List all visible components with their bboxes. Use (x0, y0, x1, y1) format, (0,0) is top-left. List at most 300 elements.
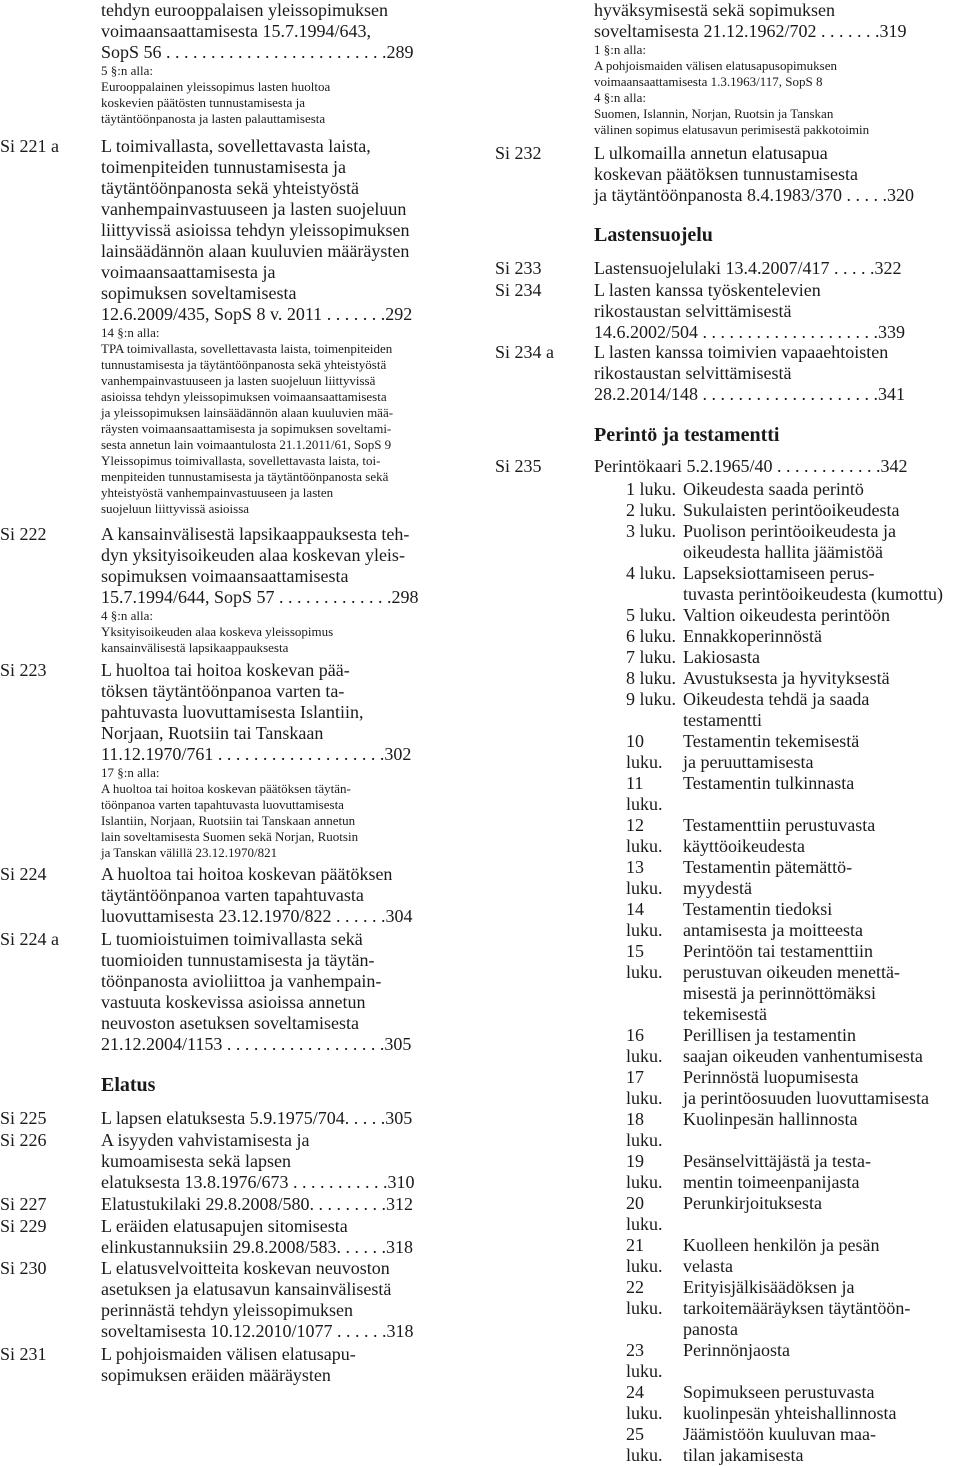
leader-dots: . . . . . (841, 185, 887, 205)
chapter-title-line: Kuolleen henkilön ja pesän (683, 1235, 880, 1255)
chapter-number: 8 luku. (626, 668, 677, 688)
entry-note-line: Islantiin, Norjaan, Ruotsiin tai Tanskaan annetun (101, 813, 356, 828)
entry-body (101, 1194, 476, 1215)
chapter-item (626, 500, 960, 521)
entry-note-line: ja yleissopimuksen lainsäädännön alaan kuuluvien mää- (101, 405, 394, 420)
chapter-item (626, 521, 960, 563)
entry-note-line: sesta annetun lain voimaantulosta 21.1.2011/61, SopS 9 (101, 437, 392, 452)
entry-body (101, 1344, 476, 1386)
page-number: 302 (384, 744, 412, 764)
leader-dots: . . . . . . . . . . . . (772, 456, 881, 476)
chapter-item (626, 1025, 960, 1067)
page-number: 341 (878, 384, 906, 404)
entry-final-line (101, 1108, 476, 1129)
entry-title-line: hyväksymisestä sekä sopimuksen (594, 0, 835, 20)
entry-final-text: 21.12.2004/1153 (101, 1034, 223, 1054)
chapter-title-line: myydestä (683, 878, 752, 898)
chapter-item (626, 1235, 960, 1277)
chapter-title (683, 500, 960, 521)
entry-final-line (101, 304, 476, 325)
entry-note-line: lain soveltamisesta Suomen sekä Norjan, Ruotsin (101, 829, 359, 844)
page-number: 322 (874, 258, 902, 278)
chapter-item (626, 857, 960, 899)
chapter-title-line: tekemisestä (683, 1004, 767, 1024)
entry-title-line: L huoltoa tai hoitoa koskevan pää- (101, 660, 350, 680)
chapter-title (683, 1151, 960, 1193)
chapter-title-line: Testamentin pätemättö- (683, 857, 853, 877)
chapter-number: 1 luku. (626, 479, 677, 499)
index-entry (0, 1216, 476, 1258)
leader-dots: . . . . . . . . . . . (288, 1172, 388, 1192)
chapter-item (626, 1067, 960, 1109)
chapter-title-line: Testamentin tiedoksi (683, 899, 833, 919)
chapter-number: 22 luku. (626, 1277, 663, 1318)
chapter-item (626, 1193, 960, 1235)
entry-body (101, 524, 476, 656)
index-entry (495, 456, 960, 477)
entry-title-line: kumoamisesta sekä lapsen (101, 1151, 291, 1171)
entry-body (101, 1130, 476, 1193)
entry-code (0, 0, 101, 127)
chapter-title (683, 1235, 960, 1277)
entry-title-line: voimaansaattamisesta ja (101, 262, 276, 282)
index-entry (0, 0, 476, 127)
entry-final-line (101, 1237, 476, 1258)
entry-note-line: A pohjoismaiden välisen elatusapusopimuksen (594, 58, 837, 73)
entry-final-text: 15.7.1994/644, SopS 57 (101, 587, 275, 607)
chapter-number: 12 luku. (626, 815, 663, 856)
entry-code: Si 231 (0, 1344, 47, 1364)
chapter-item (626, 899, 960, 941)
chapter-item (626, 1151, 960, 1193)
entry-final-text: Perintökaari 5.2.1965/40 (594, 456, 773, 476)
chapter-item (626, 941, 960, 1025)
chapter-title-line: Lakiosasta (683, 647, 760, 667)
entry-code (495, 0, 594, 138)
chapter-title (683, 563, 960, 605)
chapter-number: 14 luku. (626, 899, 663, 940)
entry-title-line: L ulkomailla annetun elatusapua (594, 143, 828, 163)
entry-note-line: 5 §:n alla: (101, 63, 153, 78)
entry-title-line: täytäntöönpanoa varten tapahtuvasta (101, 885, 364, 905)
page-number: 320 (886, 185, 914, 205)
leader-dots: . . . . . (344, 1108, 386, 1128)
entry-body (594, 0, 960, 138)
entry-code: Si 230 (0, 1258, 47, 1278)
page-number: 292 (385, 304, 413, 324)
entry-title-line: liittyvissä asioissa tehdyn yleissopimuksen (101, 220, 410, 240)
chapter-title (683, 1067, 960, 1109)
entry-code: Si 233 (495, 258, 542, 278)
chapter-number: 7 luku. (626, 647, 677, 667)
entry-final-text: SopS 56 (101, 42, 162, 62)
chapter-title (683, 605, 960, 626)
chapter-title-line: Oikeudesta tehdä ja saada (683, 689, 870, 709)
leader-dots: . . . . . (829, 258, 875, 278)
entry-title-line: L toimivallasta, sovellettavasta laista, (101, 136, 371, 156)
entry-title-line: töönpanosta avioliittoa ja vanhempain- (101, 971, 382, 991)
chapter-item (626, 1424, 960, 1466)
chapter-title-line: käyttöoikeudesta (683, 836, 805, 856)
chapter-item (626, 626, 960, 647)
leader-dots: . . . . . . . . . . . . . (274, 587, 392, 607)
entry-note-line: välinen sopimus elatusavun perimisestä pakkotoimin (594, 122, 870, 137)
entry-body (594, 258, 960, 279)
chapter-title-line: Testamenttiin perustuvasta (683, 815, 876, 835)
entry-final-line (101, 1194, 476, 1215)
entry-note-line: vanhempainvastuuseen ja lasten suojeluun liittyvissä (101, 373, 376, 388)
entry-title-line: täytäntöönpanosta sekä yhteistyöstä (101, 178, 359, 198)
entry-final-text: 14.6.2002/504 (594, 322, 699, 342)
index-entry (0, 864, 476, 927)
entry-note-line: Eurooppalainen yleissopimus lasten huoltoa (101, 79, 331, 94)
chapter-number: 2 luku. (626, 500, 677, 520)
entry-body (101, 0, 476, 127)
index-entry (0, 1130, 476, 1193)
entry-note-line: asioissa tehdyn yleissopimuksen voimaansaattamisesta (101, 389, 387, 404)
entry-title-line: asetuksen ja elatusavun kansainvälisestä (101, 1279, 392, 1299)
entry-final-text: 12.6.2009/435, SopS 8 v. 2011 (101, 304, 323, 324)
entry-body (594, 342, 960, 405)
leader-dots: . . . . . . . . . . . . . . . . . . . . (698, 322, 879, 342)
entry-final-line (101, 1034, 476, 1055)
entry-note-line: Suomen, Islannin, Norjan, Ruotsin ja Tanskan (594, 106, 834, 121)
index-entry (495, 0, 960, 138)
chapter-title (683, 899, 960, 941)
chapter-number: 9 luku. (626, 689, 677, 709)
index-entry (0, 136, 476, 517)
leader-dots: . . . . . . . . . . . . . . . . . . . . (698, 384, 879, 404)
chapter-title-line: Perillisen ja testamentin (683, 1025, 856, 1045)
entry-title-line: tehdyn eurooppalaisen yleissopimuksen (101, 0, 388, 20)
chapter-title (683, 1277, 960, 1340)
entry-note-line: 4 §:n alla: (594, 90, 646, 105)
entry-final-line (594, 456, 960, 477)
chapter-title (683, 668, 960, 689)
chapter-title-line: misestä ja perinnöttömäksi (683, 983, 876, 1003)
chapter-title-line: ja peruuttamisesta (683, 752, 814, 772)
entry-title-line: L elatusvelvoitteita koskevan neuvoston (101, 1258, 390, 1278)
chapter-title-line: Jäämistöön kuuluvan maa- (683, 1424, 876, 1444)
entry-final-line (594, 322, 960, 343)
entry-code: Si 225 (0, 1108, 47, 1128)
chapter-title-line: Ennakkoperinnöstä (683, 626, 822, 646)
entry-note-line: 4 §:n alla: (101, 608, 153, 623)
chapter-title-line: saajan oikeuden vanhentumisesta (683, 1046, 923, 1066)
entry-note-line: 14 §:n alla: (101, 325, 160, 340)
leader-dots: . . . . . . (332, 1321, 387, 1341)
page-number: 298 (391, 587, 419, 607)
entry-title-line: L lasten kanssa työskentelevien (594, 280, 821, 300)
leader-dots: . . . . . . . . . . . . . . . . . . . . . . . . . (161, 42, 387, 62)
chapter-title (683, 815, 960, 857)
chapter-number: 6 luku. (626, 626, 677, 646)
entry-note-line: A huoltoa tai hoitoa koskevan päätöksen täytän- (101, 781, 351, 796)
chapter-item (626, 647, 960, 668)
entry-note-line: töönpanoa varten tapahtuvasta luovuttamisesta (101, 797, 344, 812)
page-number: 339 (878, 322, 906, 342)
entry-note-line: TPA toimivallasta, sovellettavasta laista, toimenpiteiden (101, 341, 393, 356)
chapter-title-line: tilan jakamisesta (683, 1445, 804, 1465)
entry-title-line: sopimuksen soveltamisesta (101, 283, 297, 303)
index-entry (0, 1258, 476, 1342)
index-entry (0, 660, 476, 861)
index-entry (0, 929, 476, 1055)
leader-dots: . . . . . . . (816, 21, 880, 41)
index-entry (0, 1108, 476, 1129)
chapter-number: 21 luku. (626, 1235, 663, 1276)
entry-title-line: L eräiden elatusapujen sitomisesta (101, 1216, 348, 1236)
leader-dots: . . . . . . . (322, 304, 386, 324)
chapter-title-line: Avustuksesta ja hyvityksestä (683, 668, 890, 688)
entry-body (101, 864, 476, 927)
entry-title-line: toimenpiteiden tunnustamisesta ja (101, 157, 346, 177)
chapter-number: 3 luku. (626, 521, 677, 541)
chapter-title-line: oikeudesta hallita jäämistöä (683, 542, 883, 562)
entry-final-text: elinkustannuksiin 29.8.2008/583 (101, 1237, 337, 1257)
entry-code: Si 229 (0, 1216, 47, 1236)
entry-body (101, 660, 476, 861)
chapter-number: 11 luku. (626, 773, 663, 814)
entry-note-line: menpiteiden tunnustamisesta ja täytäntöönpanosta sekä (101, 469, 389, 484)
leader-dots: . . . . . . (331, 906, 386, 926)
entry-title-line: dyn yksityisoikeuden alaa koskevan yleis- (101, 545, 405, 565)
chapter-number: 20 luku. (626, 1193, 663, 1234)
chapter-title-line: Lapseksiottamiseen perus- (683, 563, 875, 583)
index-entry (0, 524, 476, 656)
entry-code: Si 224 (0, 864, 47, 884)
chapter-number: 25 luku. (626, 1424, 663, 1465)
page-number: 318 (386, 1237, 413, 1257)
entry-body (594, 456, 960, 477)
entry-title-line: voimaansaattamisesta 15.7.1994/643, (101, 21, 371, 41)
index-entry (0, 1344, 476, 1386)
entry-final-line (594, 21, 960, 42)
chapter-title-line: ja perintöosuuden luovuttamisesta (683, 1088, 929, 1108)
entry-note-line: 1 §:n alla: (594, 42, 646, 57)
chapter-title (683, 1193, 960, 1235)
entry-code: Si 224 a (0, 929, 60, 949)
chapter-title-line: Testamentin tulkinnasta (683, 773, 855, 793)
entry-code: Si 222 (0, 524, 47, 544)
page-number: 318 (386, 1321, 414, 1341)
chapter-title-line: Sopimukseen perustuvasta (683, 1382, 875, 1402)
chapter-title-line: antamisesta ja moitteesta (683, 920, 863, 940)
chapter-item (626, 689, 960, 731)
chapter-number: 19 luku. (626, 1151, 663, 1192)
entry-final-text: 11.12.1970/761 (101, 744, 214, 764)
chapter-title-line: Puolison perintöoikeudesta ja (683, 521, 896, 541)
chapter-title-line: velasta (683, 1256, 733, 1276)
chapter-title-line: Oikeudesta saada perintö (683, 479, 864, 499)
entry-final-line (101, 587, 476, 608)
chapter-title-line: tarkoitemääräyksen täytäntöön- (683, 1298, 911, 1318)
chapter-title (683, 1340, 960, 1382)
entry-note-line: suojeluun liittyvissä asioissa (101, 501, 250, 516)
page-number: 310 (387, 1172, 415, 1192)
chapter-item (626, 605, 960, 626)
entry-title-line: perinnästä tehdyn yleissopimuksen (101, 1300, 353, 1320)
entry-note-line: yhteistyöstä vanhempainvastuuseen ja lasten (101, 485, 334, 500)
entry-note-line: tunnustamisesta ja täytäntöönpanosta sekä yhteistyöstä (101, 357, 387, 372)
entry-body (594, 280, 960, 343)
chapter-title-line: Perinnöstä luopumisesta (683, 1067, 859, 1087)
entry-final-text: 28.2.2014/148 (594, 384, 699, 404)
leader-dots: . . . . . . . . . . . . . . . . . . . (213, 744, 385, 764)
entry-note-line: ja Tanskan välillä 23.12.1970/821 (101, 845, 278, 860)
chapter-title-line: Perinnönjaosta (683, 1340, 790, 1360)
entry-note-line: räysten voimaansaattamisesta ja sopimuksen soveltami- (101, 421, 392, 436)
chapter-title-line: panosta (683, 1319, 738, 1339)
entry-title-line: pahtuvasta luovuttamisesta Islantiin, (101, 702, 364, 722)
entry-code: Si 234 a (495, 342, 555, 362)
entry-final-line (101, 42, 476, 63)
entry-note-line: koskevien päätösten tunnustamisesta ja (101, 95, 305, 110)
chapter-number: 5 luku. (626, 605, 677, 625)
entry-title-line: sopimuksen voimaansaattamisesta (101, 566, 349, 586)
entry-final-text: soveltamisesta 21.12.1962/702 (594, 21, 817, 41)
chapter-number: 4 luku. (626, 563, 677, 583)
page-number: 305 (385, 1108, 413, 1128)
entry-final-text: luovuttamisesta 23.12.1970/822 (101, 906, 332, 926)
chapter-list (626, 479, 960, 1466)
entry-body (101, 1258, 476, 1342)
entry-title-line: L tuomioistuimen toimivallasta sekä (101, 929, 363, 949)
entry-final-line (101, 1172, 476, 1193)
entry-code: Si 223 (0, 660, 47, 680)
entry-final-line (594, 185, 960, 206)
chapter-title (683, 1424, 960, 1466)
entry-title-line: koskevan päätöksen tunnustamisesta (594, 164, 858, 184)
chapter-item (626, 479, 960, 500)
chapter-number: 15 luku. (626, 941, 663, 982)
entry-body (101, 136, 476, 517)
leader-dots: . . . . . . . . . . . . . . . . . . (222, 1034, 385, 1054)
chapter-title (683, 731, 960, 773)
entry-title-line: Norjaan, Ruotsiin tai Tanskaan (101, 723, 324, 743)
entry-code: Si 227 (0, 1194, 47, 1214)
entry-title-line: vastuuta koskevissa asioissa annetun (101, 992, 366, 1012)
chapter-item (626, 563, 960, 605)
chapter-number: 13 luku. (626, 857, 663, 898)
chapter-title (683, 521, 960, 563)
chapter-title (683, 689, 960, 731)
entry-title-line: A huoltoa tai hoitoa koskevan päätöksen (101, 864, 393, 884)
entry-note-line: kansainvälisestä lapsikaappauksesta (101, 640, 289, 655)
entry-title-line: A isyyden vahvistamisesta ja (101, 1130, 310, 1150)
chapter-title-line: Kuolinpesän hallinnosta (683, 1109, 858, 1129)
section-heading-elatus: Elatus (101, 1074, 156, 1096)
chapter-title-line: kuolinpesän yhteishallinnosta (683, 1403, 897, 1423)
chapter-item (626, 1109, 960, 1151)
chapter-title-line: testamentti (683, 710, 762, 730)
section-heading-perinto: Perintö ja testamentti (594, 424, 780, 446)
entry-note-line: Yleissopimus toimivallasta, sovellettavasta laista, toi- (101, 453, 381, 468)
entry-final-line (101, 744, 476, 765)
entry-note-line: voimaansaattamisesta 1.3.1963/117, SopS 8 (594, 74, 823, 89)
index-entry (495, 280, 960, 343)
entry-final-text: L lapsen elatuksesta 5.9.1975/704 (101, 1108, 345, 1128)
entry-body (101, 929, 476, 1055)
entry-final-line (101, 1321, 476, 1342)
entry-title-line: L pohjoismaiden välisen elatusapu- (101, 1344, 356, 1364)
entry-final-text: Lastensuojelulaki 13.4.2007/417 (594, 258, 830, 278)
chapter-title (683, 479, 960, 500)
entry-body (594, 143, 960, 206)
chapter-title (683, 1382, 960, 1424)
chapter-number: 17 luku. (626, 1067, 663, 1108)
entry-code: Si 221 a (0, 136, 60, 156)
entry-title-line: töksen täytäntöönpanoa varten ta- (101, 681, 345, 701)
chapter-title-line: Perunkirjoituksesta (683, 1193, 822, 1213)
chapter-title (683, 647, 960, 668)
entry-code: Si 235 (495, 456, 542, 476)
chapter-title-line: Testamentin tekemisestä (683, 731, 860, 751)
entry-body (101, 1108, 476, 1129)
chapter-title-line: Erityisjälkisäädöksen ja (683, 1277, 855, 1297)
entry-title-line: L lasten kanssa toimivien vapaaehtoisten (594, 342, 889, 362)
chapter-item (626, 773, 960, 815)
chapter-title-line: Pesänselvittäjästä ja testa- (683, 1151, 871, 1171)
chapter-title (683, 1025, 960, 1067)
entry-note-line: Yksityisoikeuden alaa koskeva yleissopimus (101, 624, 334, 639)
chapter-item (626, 1382, 960, 1424)
chapter-number: 16 luku. (626, 1025, 663, 1066)
entry-note-line: täytäntöönpanosta ja lasten palauttamisesta (101, 111, 326, 126)
chapter-title-line: Sukulaisten perintöoikeudesta (683, 500, 900, 520)
chapter-title-line: Valtion oikeudesta perintöön (683, 605, 890, 625)
chapter-title-line: Perintöön tai testamenttiin (683, 941, 873, 961)
index-entry (495, 342, 960, 405)
page-number: 342 (880, 456, 908, 476)
index-entry (495, 143, 960, 206)
entry-code: Si 226 (0, 1130, 47, 1150)
chapter-title-line: perustuvan oikeuden menettä- (683, 962, 900, 982)
chapter-item (626, 668, 960, 689)
page-number: 319 (879, 21, 907, 41)
entry-final-line (594, 258, 960, 279)
entry-title-line: A kansainvälisestä lapsikaappauksesta teh- (101, 524, 410, 544)
entry-title-line: sopimuksen eräiden määräysten (101, 1365, 331, 1385)
entry-code: Si 234 (495, 280, 542, 300)
leader-dots: . . . . . . (336, 1237, 386, 1257)
page-number: 289 (386, 42, 414, 62)
section-heading-lastensuojelu: Lastensuojelu (594, 224, 713, 246)
chapter-number: 10 luku. (626, 731, 663, 772)
entry-code: Si 232 (495, 143, 542, 163)
chapter-item (626, 731, 960, 773)
chapter-number: 23 luku. (626, 1340, 663, 1381)
entry-final-text: Elatustukilaki 29.8.2008/580 (101, 1194, 310, 1214)
chapter-title (683, 1109, 960, 1151)
chapter-title (683, 773, 960, 815)
entry-title-line: neuvoston asetuksen soveltamisesta (101, 1013, 359, 1033)
entry-final-text: ja täytäntöönpanosta 8.4.1983/370 (594, 185, 842, 205)
chapter-title-line: tuvasta perintöoikeudesta (kumottu) (683, 584, 943, 604)
chapter-title (683, 857, 960, 899)
entry-title-line: rikostaustan selvittämisestä (594, 301, 792, 321)
index-entry (495, 258, 960, 279)
page-number: 304 (385, 906, 413, 926)
entry-title-line: rikostaustan selvittämisestä (594, 363, 792, 383)
entry-title-line: vanhempainvastuuseen ja lasten suojeluun (101, 199, 407, 219)
chapter-title (683, 941, 960, 1025)
chapter-title (683, 626, 960, 647)
page-number: 305 (384, 1034, 412, 1054)
entry-body (101, 1216, 476, 1258)
index-entry (0, 1194, 476, 1215)
entry-final-line (594, 384, 960, 405)
